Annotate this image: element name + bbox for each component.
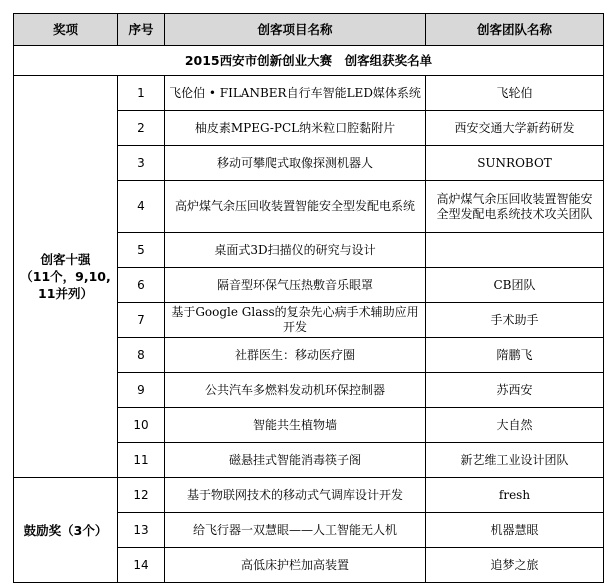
row-number-cell: 1 bbox=[118, 76, 165, 111]
table-title: 2015西安市创新创业大赛 创客组获奖名单 bbox=[14, 46, 604, 76]
title-row bbox=[14, 46, 604, 76]
row-number-cell: 3 bbox=[118, 146, 165, 181]
team-name-cell: fresh bbox=[426, 478, 604, 513]
project-name-cell: 桌面式3D扫描仪的研究与设计 bbox=[165, 233, 426, 268]
team-name-cell: 大自然 bbox=[426, 408, 604, 443]
team-name-cell: SUNROBOT bbox=[426, 146, 604, 181]
team-name-cell: 追梦之旅 bbox=[426, 548, 604, 583]
team-name-cell bbox=[426, 233, 604, 268]
row-number-cell: 10 bbox=[118, 408, 165, 443]
project-name-cell: 社群医生：移动医疗圈 bbox=[165, 338, 426, 373]
project-name-cell: 柚皮素MPEG-PCL纳米粒口腔黏附片 bbox=[165, 111, 426, 146]
team-name-cell: 苏西安 bbox=[426, 373, 604, 408]
row-number-cell: 9 bbox=[118, 373, 165, 408]
table-row bbox=[14, 76, 604, 111]
row-number-cell: 11 bbox=[118, 443, 165, 478]
team-name-cell: 飞轮伯 bbox=[426, 76, 604, 111]
row-number-cell: 7 bbox=[118, 303, 165, 338]
team-name-cell: 新艺维工业设计团队 bbox=[426, 443, 604, 478]
row-number-cell: 6 bbox=[118, 268, 165, 303]
project-name-cell: 基于Google Glass的复杂先心病手术辅助应用 开发 bbox=[165, 303, 426, 338]
column-header-award: 奖项 bbox=[14, 14, 118, 46]
title-section bbox=[14, 46, 604, 76]
row-number-cell: 8 bbox=[118, 338, 165, 373]
table-body bbox=[14, 76, 604, 583]
project-name-cell: 智能共生植物墙 bbox=[165, 408, 426, 443]
project-name-cell: 给飞行器一双慧眼——人工智能无人机 bbox=[165, 513, 426, 548]
award-table bbox=[13, 13, 604, 583]
project-name-cell: 高炉煤气余压回收装置智能安全型发配电系统 bbox=[165, 181, 426, 233]
header-row bbox=[14, 14, 604, 46]
project-name-cell: 高低床护栏加高装置 bbox=[165, 548, 426, 583]
award-category-cell: 创客十强 （11个，9,10, 11并列） bbox=[14, 76, 118, 478]
team-name-cell: 高炉煤气余压回收装置智能安 全型发配电系统技术攻关团队 bbox=[426, 181, 604, 233]
project-name-cell: 飞伦伯 • FILANBER自行车智能LED媒体系统 bbox=[165, 76, 426, 111]
team-name-cell: 西安交通大学新药研发 bbox=[426, 111, 604, 146]
row-number-cell: 14 bbox=[118, 548, 165, 583]
table-row bbox=[14, 478, 604, 513]
table-header bbox=[14, 14, 604, 46]
column-header-team: 创客团队名称 bbox=[426, 14, 604, 46]
row-number-cell: 12 bbox=[118, 478, 165, 513]
team-name-cell: 隋鹏飞 bbox=[426, 338, 604, 373]
project-name-cell: 移动可攀爬式取像探测机器人 bbox=[165, 146, 426, 181]
column-header-project: 创客项目名称 bbox=[165, 14, 426, 46]
project-name-cell: 基于物联网技术的移动式气调库设计开发 bbox=[165, 478, 426, 513]
row-number-cell: 4 bbox=[118, 181, 165, 233]
team-name-cell: 机器慧眼 bbox=[426, 513, 604, 548]
row-number-cell: 2 bbox=[118, 111, 165, 146]
project-name-cell: 隔音型环保气压热敷音乐眼罩 bbox=[165, 268, 426, 303]
project-name-cell: 公共汽车多燃料发动机环保控制器 bbox=[165, 373, 426, 408]
team-name-cell: CB团队 bbox=[426, 268, 604, 303]
team-name-cell: 手术助手 bbox=[426, 303, 604, 338]
row-number-cell: 5 bbox=[118, 233, 165, 268]
award-category-cell: 鼓励奖（3个） bbox=[14, 478, 118, 583]
project-name-cell: 磁悬挂式智能消毒筷子阁 bbox=[165, 443, 426, 478]
row-number-cell: 13 bbox=[118, 513, 165, 548]
column-header-number: 序号 bbox=[118, 14, 165, 46]
